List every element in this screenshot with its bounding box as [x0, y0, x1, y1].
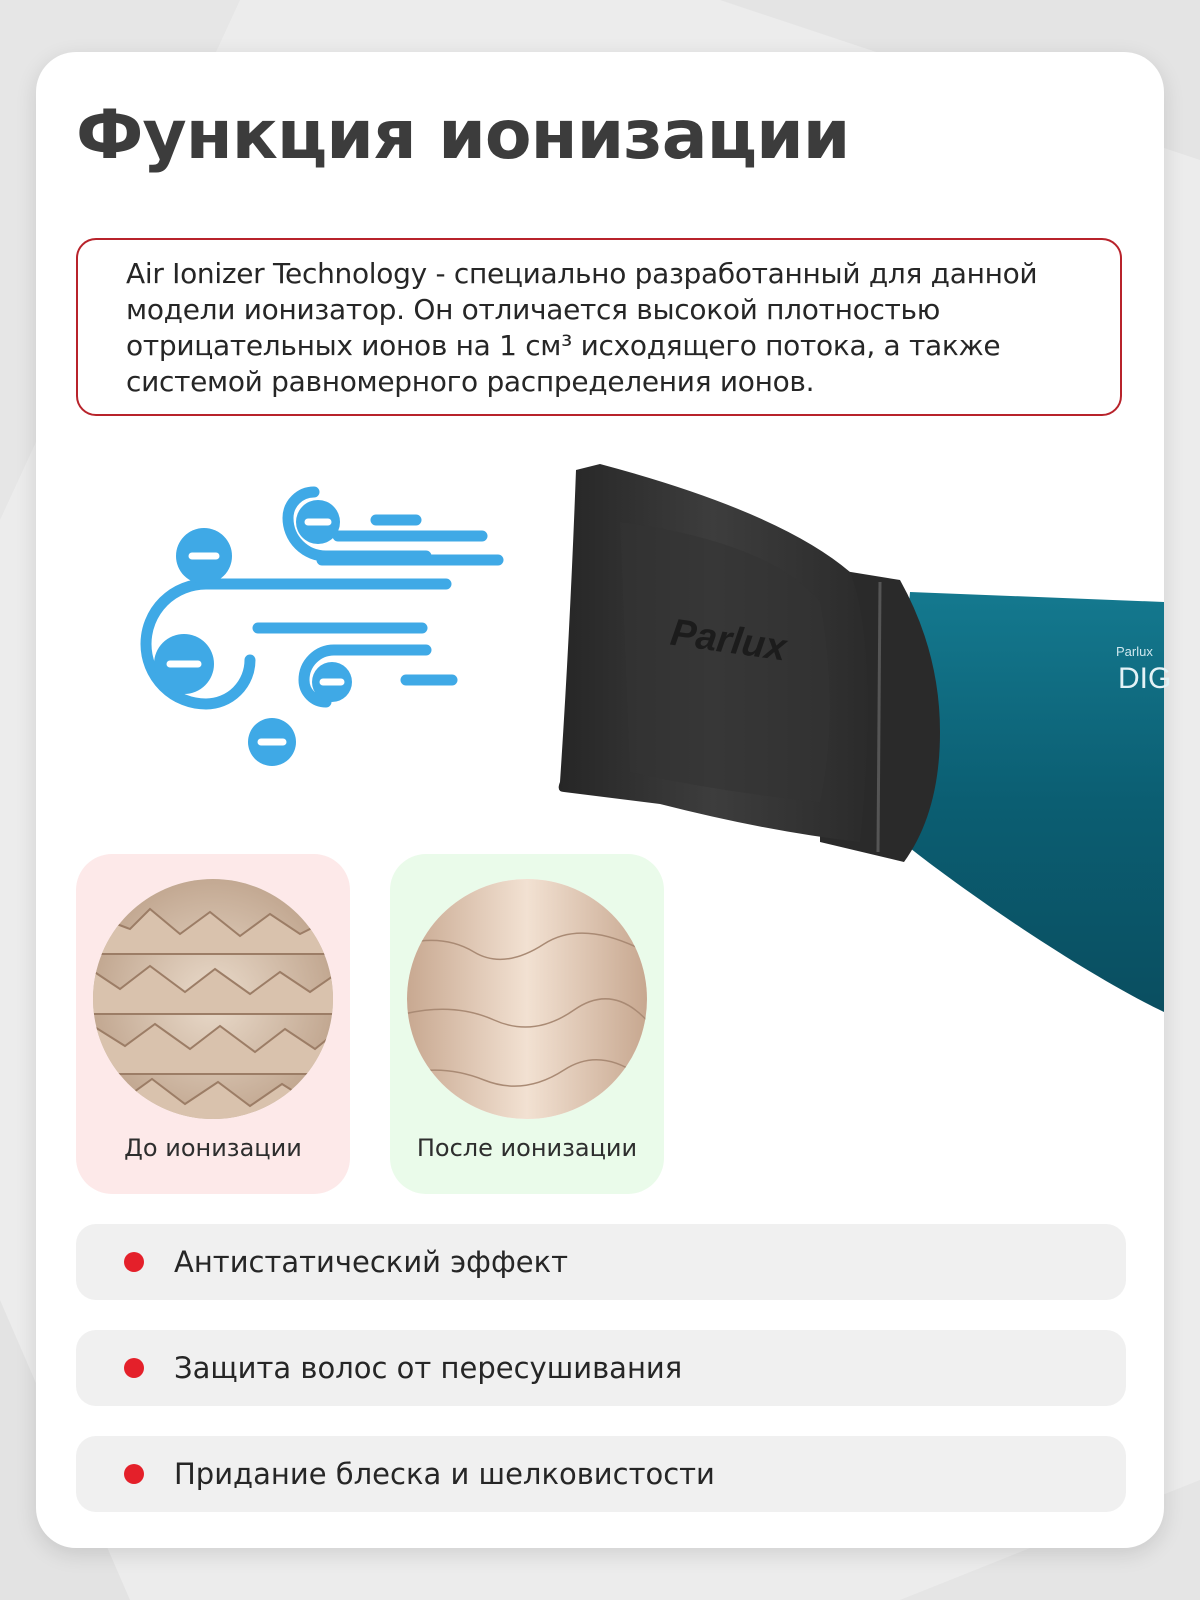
description-text: Air Ionizer Technology - специально разработанный для данной модели ионизатор. Он отличается высокой плотностью отрицательных ионов на 1 см³ исходящего потока, а также системой равномерного распределения ионов.: [126, 257, 1038, 398]
before-ionization-tile: [76, 854, 350, 1194]
negative-ion-wind-icon: [86, 432, 506, 752]
page-title: Функция ионизации: [76, 96, 850, 175]
feature-label: Защита волос от пересушивания: [174, 1351, 683, 1385]
description-box: [76, 238, 1122, 416]
before-label: До ионизации: [124, 1134, 302, 1162]
bullet-icon: [124, 1464, 144, 1484]
bullet-icon: [124, 1358, 144, 1378]
hair-damaged-image: [90, 874, 336, 1124]
feature-label: Придание блеска и шелковистости: [174, 1457, 715, 1491]
svg-text:Parlux: Parlux: [668, 611, 789, 670]
feature-item-shine: [76, 1436, 1126, 1512]
ionization-card: [36, 52, 1172, 1548]
feature-label: Антистатический эффект: [174, 1245, 568, 1279]
bullet-icon: [124, 1252, 144, 1272]
after-ionization-tile: [390, 854, 664, 1194]
after-label: После ионизации: [416, 1134, 638, 1162]
feature-item-dryness-protection: [76, 1330, 1126, 1406]
dryer-model-text: DIG: [1118, 662, 1172, 695]
dryer-brand-text: Parlux: [1116, 644, 1153, 659]
feature-item-antistatic: [76, 1224, 1126, 1300]
hair-smooth-image: [404, 874, 650, 1124]
